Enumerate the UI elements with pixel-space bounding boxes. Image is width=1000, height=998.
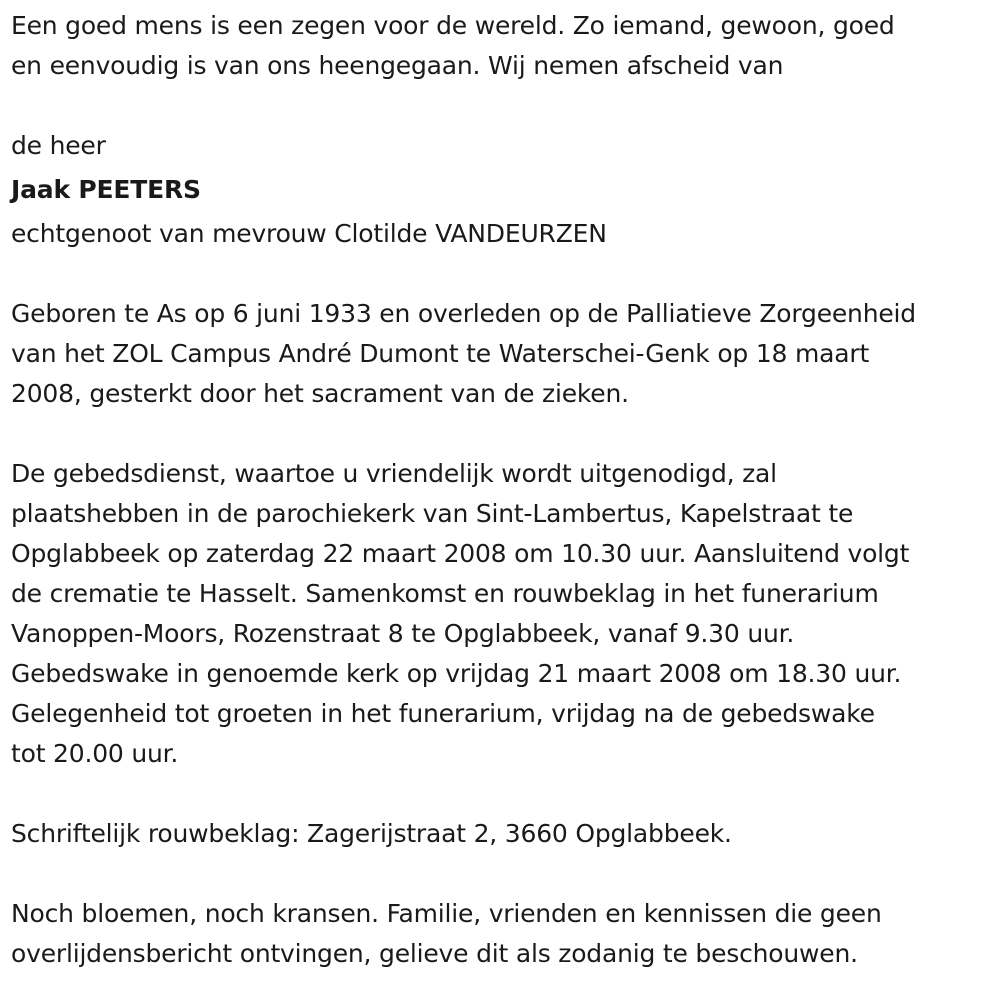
paragraph-gap <box>11 86 1000 126</box>
intro-line: en eenvoudig is van ons heengegaan. Wij nemen afscheid van <box>11 51 784 80</box>
closing-line: Noch bloemen, noch kransen. Familie, vrienden en kennissen die geen <box>11 899 882 928</box>
service-line: plaatshebben in de parochiekerk van Sint-Lambertus, Kapelstraat te <box>11 499 854 528</box>
deceased-block <box>11 126 1000 254</box>
service-line: Opglabbeek op zaterdag 22 maart 2008 om 10.30 uur. Aansluitend volgt <box>11 539 910 568</box>
paragraph-gap <box>11 854 1000 894</box>
closing-paragraph <box>11 894 1000 974</box>
service-line: Vanoppen-Moors, Rozenstraat 8 te Opglabbeek, vanaf 9.30 uur. <box>11 619 795 648</box>
condolence-paragraph <box>11 814 1000 854</box>
paragraph-gap <box>11 254 1000 294</box>
birth-death-line: 2008, gesterkt door het sacrament van de zieken. <box>11 379 629 408</box>
paragraph-gap <box>11 774 1000 814</box>
service-line: Gelegenheid tot groeten in het funerarium, vrijdag na de gebedswake <box>11 699 875 728</box>
service-line: De gebedsdienst, waartoe u vriendelijk wordt uitgenodigd, zal <box>11 459 777 488</box>
closing-line: overlijdensbericht ontvingen, gelieve dit als zodanig te beschouwen. <box>11 939 858 968</box>
service-line: Gebedswake in genoemde kerk op vrijdag 21 maart 2008 om 18.30 uur. <box>11 659 902 688</box>
salutation: de heer <box>11 131 106 160</box>
birth-death-paragraph <box>11 294 1000 414</box>
service-paragraph <box>11 454 1000 774</box>
deceased-name: Jaak PEETERS <box>11 175 201 204</box>
service-line: de crematie te Hasselt. Samenkomst en rouwbeklag in het funerarium <box>11 579 879 608</box>
service-line: tot 20.00 uur. <box>11 739 179 768</box>
paragraph-gap <box>11 414 1000 454</box>
birth-death-line: Geboren te As op 6 juni 1933 en overleden op de Palliatieve Zorgeenheid <box>11 299 916 328</box>
intro-paragraph <box>11 6 1000 86</box>
condolence-line: Schriftelijk rouwbeklag: Zagerijstraat 2, 3660 Opglabbeek. <box>11 819 732 848</box>
birth-death-line: van het ZOL Campus André Dumont te Waterschei-Genk op 18 maart <box>11 339 870 368</box>
spouse-line: echtgenoot van mevrouw Clotilde VANDEURZEN <box>11 219 607 248</box>
intro-line: Een goed mens is een zegen voor de wereld. Zo iemand, gewoon, goed <box>11 11 895 40</box>
